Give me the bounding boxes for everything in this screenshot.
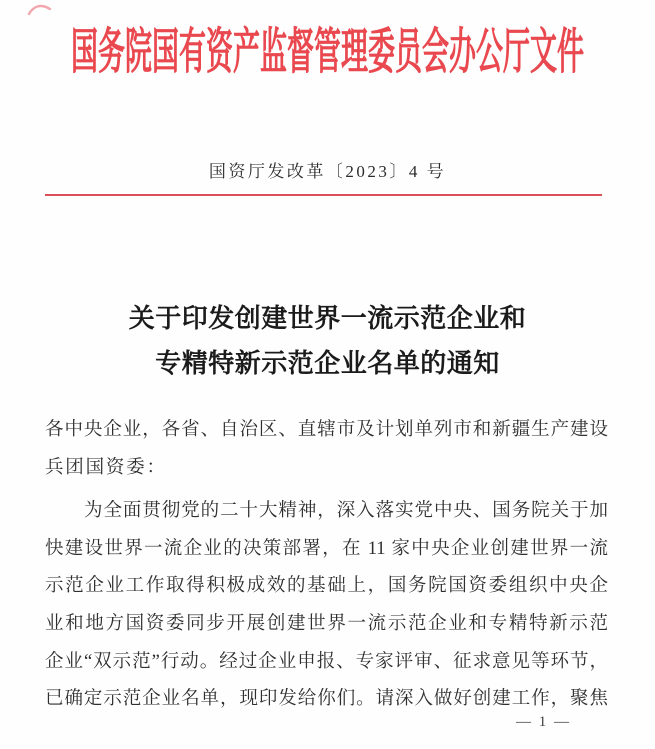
addressee-line-1: 各中央企业，各省、自治区、直辖市及计划单列市和新疆生产建设 — [45, 420, 608, 440]
paragraph-line-5: 企业“双示范”行动。经过企业申报、专家评审、征求意见等环节， — [45, 651, 608, 672]
document-body — [45, 412, 608, 719]
page-number: — 1 — — [516, 714, 571, 730]
document-title-line2: 专精特新示范企业名单的通知 — [155, 349, 500, 378]
paragraph-line-3: 示范企业工作取得积极成效的基础上，国务院国资委组织中央企 — [45, 576, 608, 597]
paragraph-line-1: 为全面贯彻党的二十大精神，深入落实党中央、国务院关于加 — [84, 501, 608, 522]
document-header — [0, 24, 655, 79]
body-paragraph — [45, 493, 608, 719]
paragraph-line-2: 快建设世界一流企业的决策部署，在 11 家中央企业创建世界一流 — [45, 538, 608, 559]
paragraph-line-6: 已确定示范企业名单，现印发给你们。请深入做好创建工作，聚焦 — [45, 689, 608, 710]
document-title — [0, 296, 655, 386]
red-scan-artifact — [27, 2, 53, 18]
red-divider-line — [45, 194, 602, 196]
paragraph-line-4: 业和地方国资委同步开展创建世界一流示范企业和专精特新示范 — [45, 613, 608, 634]
addressee-line-2: 兵团国资委： — [45, 457, 167, 478]
issuing-agency-title: 国务院国有资产监督管理委员会办公厅文件 — [71, 24, 584, 79]
document-title-line1: 关于印发创建世界一流示范企业和 — [128, 304, 527, 333]
document-number: 国资厅发改革〔2023〕4 号 — [208, 162, 447, 181]
